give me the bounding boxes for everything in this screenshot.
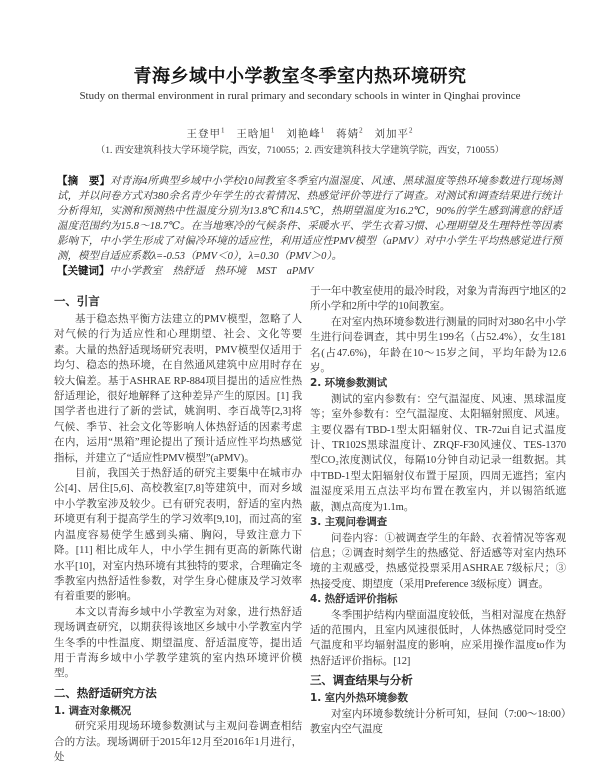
keywords-label: 【关键词】 bbox=[57, 265, 110, 277]
author: 刘加平$^2$ bbox=[374, 126, 414, 140]
subsection-heading: 1. 调查对象概况 bbox=[54, 704, 132, 717]
section-heading-results: 三、调查结果与分析 bbox=[310, 673, 413, 688]
paragraph: 在对室内热环境参数进行测量的同时对380名中小学生进行问卷调查，其中男生199名（占52.4%），女生181名(占47.6%)，年龄在10～15岁之间，平均年龄为12.6岁。 bbox=[310, 316, 566, 375]
author: 蒋婧$^2$ bbox=[336, 126, 364, 140]
author: 王登甲$^1$ bbox=[186, 126, 226, 140]
paragraph: 测试的室内参数有：空气温湿度、风速、黑球温度等；室外参数有：空气温湿度、太阳辐射照度、风速。主要仪器有TBD-1型太阳辐射仪、TR-72ui自记式温度计、TR102S黑球温度计、ZRQF-F30风速仪、TES-1370型CO₂浓度测试仪，每隔10分钟自动记录一组数据。其中TBD-1型太阳辐射仪布置于屋顶，四周无遮挡；室内温湿度采用五点法平均布置在教室内，并以锡箔纸遮蔽，测点高度为1.1m。 bbox=[310, 393, 566, 513]
paragraph: 冬季围护结构内壁面温度较低，当相对湿度在热舒适的范围内，且室内风速很低时，人体热感觉同时受空气温度和平均辐射温度的影响，应采用操作温度to作为热舒适评价指标。[12] bbox=[310, 609, 566, 667]
section-heading-introduction: 一、引言 bbox=[54, 294, 100, 308]
paragraph: 问卷内容：①被调查学生的年龄、衣着情况等客观信息；②调查时刻学生的热感觉、舒适感等对室内热环境的主观感受，热感觉投票采用ASHRAE 7级标尺；③热接受度、期望度（采用Preference 3级标度）调查。 bbox=[310, 532, 566, 590]
paragraph: 研究采用现场环境参数测试与主观问卷调查相结合的方法。现场调研于2015年12月至2016年1月进行，处 bbox=[54, 721, 302, 763]
author: 王晗旭$^1$ bbox=[236, 126, 276, 140]
paragraph: 本文以青海乡域中小学教室为对象，进行热舒适现场调查研究，以期获得该地区乡域中小学教室内学生冬季的中性温度、期望温度、舒适温度等，提出适用于青海乡域中小学教学建筑的室内热环境评价模型。 bbox=[54, 606, 302, 680]
left-column bbox=[54, 290, 302, 765]
paper-title: 青海乡域中小学教室冬季室内热环境研究 bbox=[133, 66, 467, 87]
subsection-heading: 2. 环境参数测试 bbox=[310, 377, 388, 390]
keywords: 中小学教室 热舒适 热环境 MST aPMV bbox=[109, 266, 314, 277]
author: 刘艳峰$^1$ bbox=[286, 126, 326, 140]
paragraph: 基于稳态热平衡方法建立的PMV模型，忽略了人对气候的行为适应性和心理期望、社会、文化等要素。大量的热舒适现场研究表明，PMV模型仅适用于均匀、稳态的热环境，在自然通风建筑中应用时存在较大偏差。基于ASHRAE RP-884项目提出的适应性热舒适理论，很好地解释了这种差异产生的原因。[1] 我国学者也进行了新的尝试，姚润明、李百战等[2,3]将气候、季节、社会文化等影响人体热舒适的因素考虑在内，运用“黑箱”理论提出了预计适应性平均热感觉指标，并建立了“适应性PMV模型”(aPMV)。 bbox=[54, 314, 302, 464]
section-heading-methods: 二、热舒适研究方法 bbox=[54, 685, 157, 700]
paper-subtitle-english: Study on thermal environment in rural primary and secondary schools in winter in Qinghai province bbox=[79, 90, 521, 102]
right-column bbox=[310, 284, 566, 737]
abstract-label: 【摘 要】 bbox=[57, 175, 111, 187]
author-list bbox=[0, 128, 600, 142]
paragraph: 对室内环境参数统计分析可知，昼间（7:00～18:00）教室内空气温度 bbox=[310, 708, 566, 735]
paragraph: 于一年中教室使用的最冷时段，对象为青海西宁地区的2所小学和2所中学的10间教室。 bbox=[310, 286, 566, 313]
subsection-heading: 4. 热舒适评价指标 bbox=[310, 593, 398, 606]
subsection-heading: 1. 室内外热环境参数 bbox=[310, 692, 408, 705]
abstract-text: 对青海4所典型乡域中小学校10间教室冬季室内温湿度、风速、黑球温度等热环境参数进行现场测试，并以问卷方式对380余名青少年学生的衣着情况、热感觉评价等进行了调查。对测试和调查结果进行统计分析得知，实测和预测热中性温度分别为13.8℃和14.5℃，热期望温度为16.2℃，90%的学生感到满意的舒适温度范围约为15.8～18.7℃。在当地寒冷的气候条件、采暖水平、学生衣着习惯、心理期望及生理特性等因素影响下，中小学生形成了对偏冷环境的适应性，利用适应性PMV模型（aPMV）对中小学生平均热感觉进行预测，模型自适应系数λ=-0.53（PMV＜0），λ=0.30（PMV＞0）。 bbox=[57, 176, 563, 262]
abstract bbox=[57, 174, 562, 279]
subsection-heading: 3. 主观问卷调查 bbox=[310, 516, 388, 529]
paragraph: 目前，我国关于热舒适的研究主要集中在城市办公[4]、居住[5,6]、高校教室[7,8]等建筑中，而对乡域中小学教室涉及较少。已有研究表明，舒适的室内热环境更有利于提高学生的学习效率[9,10]，而过高的室内温度容易使学生感到头痛、胸闷，导致注意力下降。[11] 相比成年人，中小学生拥有更高的新陈代谢水平[10]，对室内热环境有其独特的要求，合理确定冬季教室内热舒适性参数，对学生身心健康及学习效率有着重要的影响。 bbox=[54, 468, 302, 603]
affiliation: （1. 西安建筑科技大学环境学院，西安，710055；2. 西安建筑科技大学建筑学院，西安，710055） bbox=[95, 146, 505, 156]
